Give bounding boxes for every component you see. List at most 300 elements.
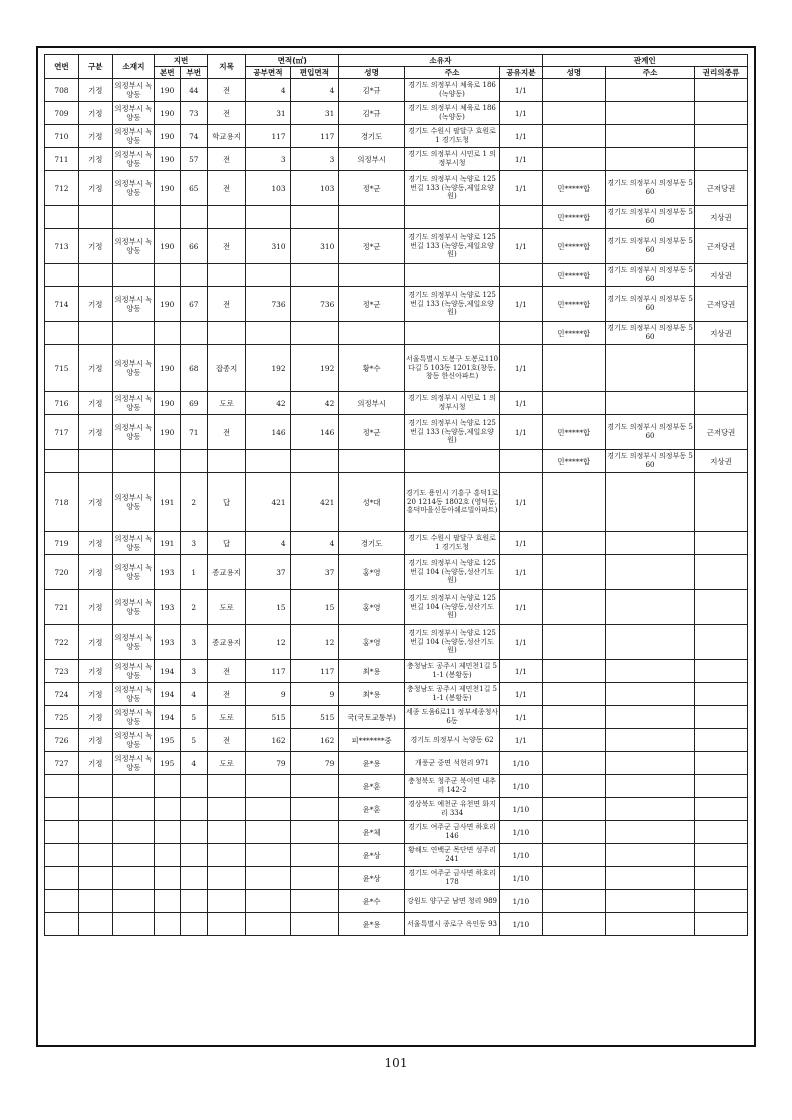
cell-lot-main: 195 [155, 752, 180, 775]
table-row [45, 683, 748, 706]
cell-area-public: 736 [246, 287, 290, 322]
cell-area-incl [290, 322, 339, 345]
cell-type [78, 867, 112, 890]
cell-lot-main [155, 913, 180, 936]
cell-type: 기정 [78, 555, 112, 590]
cell-lot-sub: 1 [180, 555, 208, 590]
cell-owner-share: 1/1 [500, 229, 542, 264]
cell-area-incl [290, 264, 339, 287]
cell-lot-sub: 67 [180, 287, 208, 322]
cell-lot-main: 190 [155, 171, 180, 206]
cell-owner-addr: 경기도 의정부시 체육로 186 (녹양동) [404, 79, 499, 102]
cell-area-incl: 42 [290, 392, 339, 415]
cell-area-incl: 117 [290, 125, 339, 148]
cell-lot-main: 190 [155, 229, 180, 264]
cell-rel-right [694, 798, 747, 821]
cell-seq [45, 867, 79, 890]
cell-owner-share: 1/1 [500, 392, 542, 415]
cell-owner-addr: 경기도 의정부시 녹양로 125번길 133 (녹양동,제일요양원) [404, 171, 499, 206]
cell-seq [45, 821, 79, 844]
cell-owner-share [500, 206, 542, 229]
cell-location: 의정부시 녹양동 [112, 415, 154, 450]
cell-category: 종교용지 [208, 555, 246, 590]
cell-rel-right: 근저당권 [694, 171, 747, 206]
cell-owner-name: 성*대 [339, 473, 405, 532]
cell-rel-addr: 경기도 의정부시 의정부동 560 [606, 415, 695, 450]
cell-owner-share: 1/1 [500, 729, 542, 752]
cell-lot-main: 190 [155, 79, 180, 102]
cell-area-public [246, 844, 290, 867]
cell-location: 의정부시 녹양동 [112, 625, 154, 660]
cell-location: 의정부시 녹양동 [112, 555, 154, 590]
cell-type: 기정 [78, 473, 112, 532]
cell-area-public [246, 206, 290, 229]
cell-lot-sub [180, 322, 208, 345]
cell-rel-right [694, 590, 747, 625]
cell-owner-addr: 경기도 여주군 금사면 하호리 146 [404, 821, 499, 844]
cell-category: 전 [208, 229, 246, 264]
cell-category [208, 775, 246, 798]
cell-owner-share: 1/1 [500, 706, 542, 729]
cell-lot-main [155, 322, 180, 345]
cell-location: 의정부시 녹양동 [112, 660, 154, 683]
cell-seq: 709 [45, 102, 79, 125]
cell-rel-name: 민*****합 [542, 206, 606, 229]
cell-rel-addr [606, 913, 695, 936]
cell-lot-sub: 3 [180, 625, 208, 660]
cell-rel-right: 근저당권 [694, 229, 747, 264]
cell-lot-main [155, 450, 180, 473]
cell-location [112, 867, 154, 890]
cell-area-public [246, 913, 290, 936]
cell-rel-right: 근저당권 [694, 415, 747, 450]
cell-rel-addr: 경기도 의정부시 의정부동 560 [606, 287, 695, 322]
cell-location: 의정부시 녹양동 [112, 229, 154, 264]
cell-rel-addr [606, 392, 695, 415]
cell-location: 의정부시 녹양동 [112, 683, 154, 706]
cell-rel-right [694, 867, 747, 890]
cell-rel-right [694, 821, 747, 844]
table-row [45, 171, 748, 206]
cell-area-incl: 421 [290, 473, 339, 532]
cell-type: 기정 [78, 415, 112, 450]
cell-owner-addr: 개풍군 중면 석현리 971 [404, 752, 499, 775]
header-area-public: 공부면적 [246, 67, 290, 79]
cell-owner-share: 1/1 [500, 660, 542, 683]
cell-lot-main [155, 264, 180, 287]
cell-lot-main: 190 [155, 148, 180, 171]
cell-area-incl: 117 [290, 660, 339, 683]
cell-area-incl: 103 [290, 171, 339, 206]
cell-owner-name: 윤*체 [339, 821, 405, 844]
cell-seq: 727 [45, 752, 79, 775]
cell-rel-addr [606, 798, 695, 821]
cell-lot-main: 193 [155, 590, 180, 625]
cell-seq: 714 [45, 287, 79, 322]
cell-seq [45, 322, 79, 345]
table-row [45, 625, 748, 660]
cell-seq: 721 [45, 590, 79, 625]
cell-owner-name: 경기도 [339, 532, 405, 555]
cell-location: 의정부시 녹양동 [112, 729, 154, 752]
cell-seq [45, 890, 79, 913]
cell-category [208, 206, 246, 229]
cell-owner-addr [404, 206, 499, 229]
cell-rel-name [542, 821, 606, 844]
cell-rel-addr [606, 625, 695, 660]
cell-rel-name [542, 148, 606, 171]
cell-location: 의정부시 녹양동 [112, 473, 154, 532]
cell-rel-addr [606, 890, 695, 913]
cell-owner-name [339, 322, 405, 345]
header-owner-share: 공유지분 [500, 67, 542, 79]
cell-lot-main: 190 [155, 345, 180, 392]
cell-category [208, 821, 246, 844]
cell-location: 의정부시 녹양동 [112, 752, 154, 775]
cell-area-incl: 146 [290, 415, 339, 450]
cell-lot-main: 191 [155, 473, 180, 532]
header-location: 소재지 [112, 55, 154, 79]
cell-rel-addr: 경기도 의정부시 의정부동 560 [606, 206, 695, 229]
cell-seq [45, 450, 79, 473]
cell-seq [45, 206, 79, 229]
cell-owner-name [339, 450, 405, 473]
cell-location [112, 206, 154, 229]
cell-rel-name [542, 345, 606, 392]
cell-category: 전 [208, 79, 246, 102]
cell-category: 전 [208, 148, 246, 171]
cell-area-public: 146 [246, 415, 290, 450]
header-area: 면적(㎡) [246, 55, 339, 67]
cell-area-incl: 162 [290, 729, 339, 752]
cell-rel-name [542, 798, 606, 821]
cell-owner-share: 1/1 [500, 590, 542, 625]
cell-location [112, 798, 154, 821]
table-row [45, 229, 748, 264]
cell-type: 기정 [78, 660, 112, 683]
cell-owner-name: 윤*훈 [339, 798, 405, 821]
cell-location [112, 890, 154, 913]
cell-area-public: 103 [246, 171, 290, 206]
cell-rel-right [694, 844, 747, 867]
cell-owner-name: 윤*수 [339, 890, 405, 913]
cell-location: 의정부시 녹양동 [112, 532, 154, 555]
cell-rel-right: 지상권 [694, 450, 747, 473]
cell-rel-name [542, 706, 606, 729]
cell-rel-addr [606, 775, 695, 798]
cell-owner-addr: 강원도 양구군 남면 청리 989 [404, 890, 499, 913]
cell-rel-right [694, 625, 747, 660]
cell-area-incl [290, 798, 339, 821]
cell-owner-addr [404, 450, 499, 473]
cell-rel-name: 민*****합 [542, 287, 606, 322]
cell-rel-addr [606, 867, 695, 890]
cell-owner-addr: 경기도 의정부시 시민로 1 의정부시청 [404, 392, 499, 415]
table-body [45, 79, 748, 936]
cell-rel-name [542, 775, 606, 798]
cell-rel-right [694, 392, 747, 415]
cell-location [112, 844, 154, 867]
cell-area-public: 162 [246, 729, 290, 752]
cell-type: 기정 [78, 345, 112, 392]
cell-lot-main [155, 206, 180, 229]
cell-category: 도로 [208, 392, 246, 415]
document-frame [36, 46, 756, 1047]
cell-area-public: 37 [246, 555, 290, 590]
cell-lot-sub: 66 [180, 229, 208, 264]
cell-area-public: 4 [246, 79, 290, 102]
cell-lot-main: 194 [155, 660, 180, 683]
cell-category: 답 [208, 532, 246, 555]
cell-type [78, 322, 112, 345]
cell-location: 의정부시 녹양동 [112, 102, 154, 125]
cell-rel-right [694, 125, 747, 148]
cell-type: 기정 [78, 102, 112, 125]
table-row [45, 264, 748, 287]
cell-lot-main: 190 [155, 102, 180, 125]
cell-owner-share: 1/1 [500, 79, 542, 102]
cell-rel-addr [606, 102, 695, 125]
cell-owner-share: 1/10 [500, 913, 542, 936]
cell-owner-share: 1/1 [500, 125, 542, 148]
cell-owner-name [339, 206, 405, 229]
table-row [45, 867, 748, 890]
cell-lot-sub: 3 [180, 660, 208, 683]
cell-owner-addr: 충청남도 공주시 제민천1길 51-1 (봉황동) [404, 660, 499, 683]
cell-owner-addr: 경기도 수원시 팔달구 효원로 1 경기도청 [404, 125, 499, 148]
cell-owner-name: 피*******중 [339, 729, 405, 752]
cell-rel-right [694, 660, 747, 683]
cell-type [78, 913, 112, 936]
cell-location: 의정부시 녹양동 [112, 590, 154, 625]
cell-area-public [246, 890, 290, 913]
header-lot-main: 본번 [155, 67, 180, 79]
cell-lot-sub: 5 [180, 706, 208, 729]
cell-area-public [246, 322, 290, 345]
cell-lot-sub [180, 206, 208, 229]
cell-rel-right [694, 79, 747, 102]
cell-type: 기정 [78, 171, 112, 206]
cell-lot-sub: 4 [180, 683, 208, 706]
cell-category: 전 [208, 660, 246, 683]
cell-owner-addr: 경상북도 예천군 유천면 화지리 334 [404, 798, 499, 821]
cell-lot-sub [180, 890, 208, 913]
cell-rel-name [542, 590, 606, 625]
cell-area-public: 3 [246, 148, 290, 171]
table-row [45, 660, 748, 683]
cell-rel-addr [606, 79, 695, 102]
table-row [45, 798, 748, 821]
cell-owner-share: 1/1 [500, 148, 542, 171]
cell-seq: 726 [45, 729, 79, 752]
cell-lot-sub: 65 [180, 171, 208, 206]
cell-area-public: 117 [246, 660, 290, 683]
cell-lot-main: 193 [155, 625, 180, 660]
cell-owner-share: 1/1 [500, 555, 542, 590]
cell-area-incl: 31 [290, 102, 339, 125]
cell-category: 전 [208, 415, 246, 450]
cell-rel-name [542, 79, 606, 102]
cell-lot-main: 190 [155, 415, 180, 450]
cell-owner-addr: 서울특별시 도봉구 도봉로110다길 5 103동 1201호(창동,창동 한신아파트) [404, 345, 499, 392]
cell-lot-sub: 69 [180, 392, 208, 415]
cell-type [78, 775, 112, 798]
cell-owner-addr: 경기도 의정부시 녹양로 125번길 104 (녹양동,성산기도원) [404, 590, 499, 625]
cell-lot-sub: 2 [180, 473, 208, 532]
cell-owner-share: 1/10 [500, 752, 542, 775]
cell-type: 기정 [78, 392, 112, 415]
header-owner: 소유자 [339, 55, 542, 67]
cell-owner-name: 홍*영 [339, 625, 405, 660]
cell-rel-name [542, 473, 606, 532]
cell-category [208, 322, 246, 345]
cell-area-public: 117 [246, 125, 290, 148]
cell-type: 기정 [78, 532, 112, 555]
cell-area-incl [290, 775, 339, 798]
cell-rel-addr [606, 660, 695, 683]
cell-owner-share: 1/10 [500, 775, 542, 798]
cell-owner-name: 홍*영 [339, 555, 405, 590]
cell-category: 답 [208, 473, 246, 532]
cell-lot-main [155, 798, 180, 821]
header-type: 구분 [78, 55, 112, 79]
cell-area-incl: 3 [290, 148, 339, 171]
cell-lot-sub [180, 775, 208, 798]
cell-category: 도로 [208, 590, 246, 625]
cell-rel-name [542, 890, 606, 913]
cell-area-incl [290, 913, 339, 936]
cell-area-incl: 736 [290, 287, 339, 322]
cell-area-public: 310 [246, 229, 290, 264]
cell-owner-addr: 경기도 용인시 기흥구 흥덕1로 20 1214동 1802호 (영덕동,흥덕마을신동아쉐르빌아파트) [404, 473, 499, 532]
cell-rel-name [542, 555, 606, 590]
cell-rel-name [542, 752, 606, 775]
cell-lot-sub: 44 [180, 79, 208, 102]
cell-lot-sub: 2 [180, 590, 208, 625]
cell-rel-addr [606, 345, 695, 392]
cell-rel-addr [606, 125, 695, 148]
cell-seq: 723 [45, 660, 79, 683]
cell-owner-name: 최*용 [339, 683, 405, 706]
cell-rel-name [542, 844, 606, 867]
cell-owner-share: 1/1 [500, 171, 542, 206]
cell-area-incl: 12 [290, 625, 339, 660]
cell-category: 전 [208, 171, 246, 206]
cell-type: 기정 [78, 625, 112, 660]
header-category: 지목 [208, 55, 246, 79]
cell-category: 도로 [208, 752, 246, 775]
table-row [45, 821, 748, 844]
cell-seq: 708 [45, 79, 79, 102]
cell-category [208, 450, 246, 473]
table-row [45, 532, 748, 555]
cell-lot-main: 193 [155, 555, 180, 590]
table-row [45, 322, 748, 345]
cell-owner-addr: 경기도 의정부시 녹양로 125번길 104 (녹양동,성산기도원) [404, 555, 499, 590]
cell-area-incl: 79 [290, 752, 339, 775]
cell-lot-main [155, 775, 180, 798]
cell-owner-addr: 황해도 연백군 목단면 성주리 241 [404, 844, 499, 867]
cell-owner-name: 경기도 [339, 125, 405, 148]
cell-category: 잡종지 [208, 345, 246, 392]
cell-rel-name [542, 867, 606, 890]
cell-location: 의정부시 녹양동 [112, 706, 154, 729]
table-row [45, 287, 748, 322]
cell-owner-name: 정*군 [339, 415, 405, 450]
cell-type: 기정 [78, 729, 112, 752]
cell-rel-right: 지상권 [694, 322, 747, 345]
cell-owner-name: 정*군 [339, 171, 405, 206]
cell-lot-sub [180, 844, 208, 867]
cell-owner-name: 국(국토교통부) [339, 706, 405, 729]
cell-category [208, 264, 246, 287]
cell-owner-share: 1/10 [500, 867, 542, 890]
table-row [45, 473, 748, 532]
cell-type [78, 798, 112, 821]
cell-rel-addr [606, 555, 695, 590]
cell-area-public [246, 264, 290, 287]
cell-rel-right [694, 345, 747, 392]
cell-seq [45, 775, 79, 798]
cell-seq: 720 [45, 555, 79, 590]
table-row [45, 125, 748, 148]
cell-rel-name: 민*****합 [542, 171, 606, 206]
cell-area-public [246, 775, 290, 798]
cell-owner-addr: 충청북도 청주군 북이면 내추리 142-2 [404, 775, 499, 798]
cell-owner-name: 황*수 [339, 345, 405, 392]
cell-area-public [246, 450, 290, 473]
header-rel-addr: 주소 [606, 67, 695, 79]
cell-category: 전 [208, 683, 246, 706]
cell-rel-name [542, 683, 606, 706]
cell-type [78, 821, 112, 844]
cell-type [78, 450, 112, 473]
cell-owner-name: 정*군 [339, 229, 405, 264]
cell-owner-addr: 서울특별시 종로구 옥인동 93 [404, 913, 499, 936]
cell-rel-right [694, 148, 747, 171]
cell-location: 의정부시 녹양동 [112, 125, 154, 148]
header-rel-right: 권리의종류 [694, 67, 747, 79]
cell-owner-name: 의정부시 [339, 148, 405, 171]
header-lot: 지번 [155, 55, 208, 67]
cell-seq [45, 798, 79, 821]
cell-owner-share: 1/10 [500, 890, 542, 913]
cell-category [208, 844, 246, 867]
cell-owner-name: 김*규 [339, 79, 405, 102]
cell-rel-right: 근저당권 [694, 287, 747, 322]
cell-rel-right [694, 706, 747, 729]
cell-lot-main: 194 [155, 706, 180, 729]
cell-owner-name: 윤*용 [339, 913, 405, 936]
cell-area-incl: 310 [290, 229, 339, 264]
table-row [45, 415, 748, 450]
table-row [45, 79, 748, 102]
cell-location: 의정부시 녹양동 [112, 392, 154, 415]
cell-rel-right [694, 683, 747, 706]
cell-area-public: 31 [246, 102, 290, 125]
cell-owner-addr: 경기도 의정부시 녹양로 125번길 133 (녹양동,제일요양원) [404, 287, 499, 322]
page-number: 101 [384, 1056, 408, 1070]
cell-rel-addr: 경기도 의정부시 의정부동 560 [606, 171, 695, 206]
cell-lot-main: 191 [155, 532, 180, 555]
cell-category: 도로 [208, 706, 246, 729]
cell-lot-main [155, 890, 180, 913]
cell-rel-addr [606, 473, 695, 532]
cell-lot-sub: 74 [180, 125, 208, 148]
cell-lot-main: 190 [155, 287, 180, 322]
cell-type [78, 890, 112, 913]
cell-area-incl [290, 206, 339, 229]
